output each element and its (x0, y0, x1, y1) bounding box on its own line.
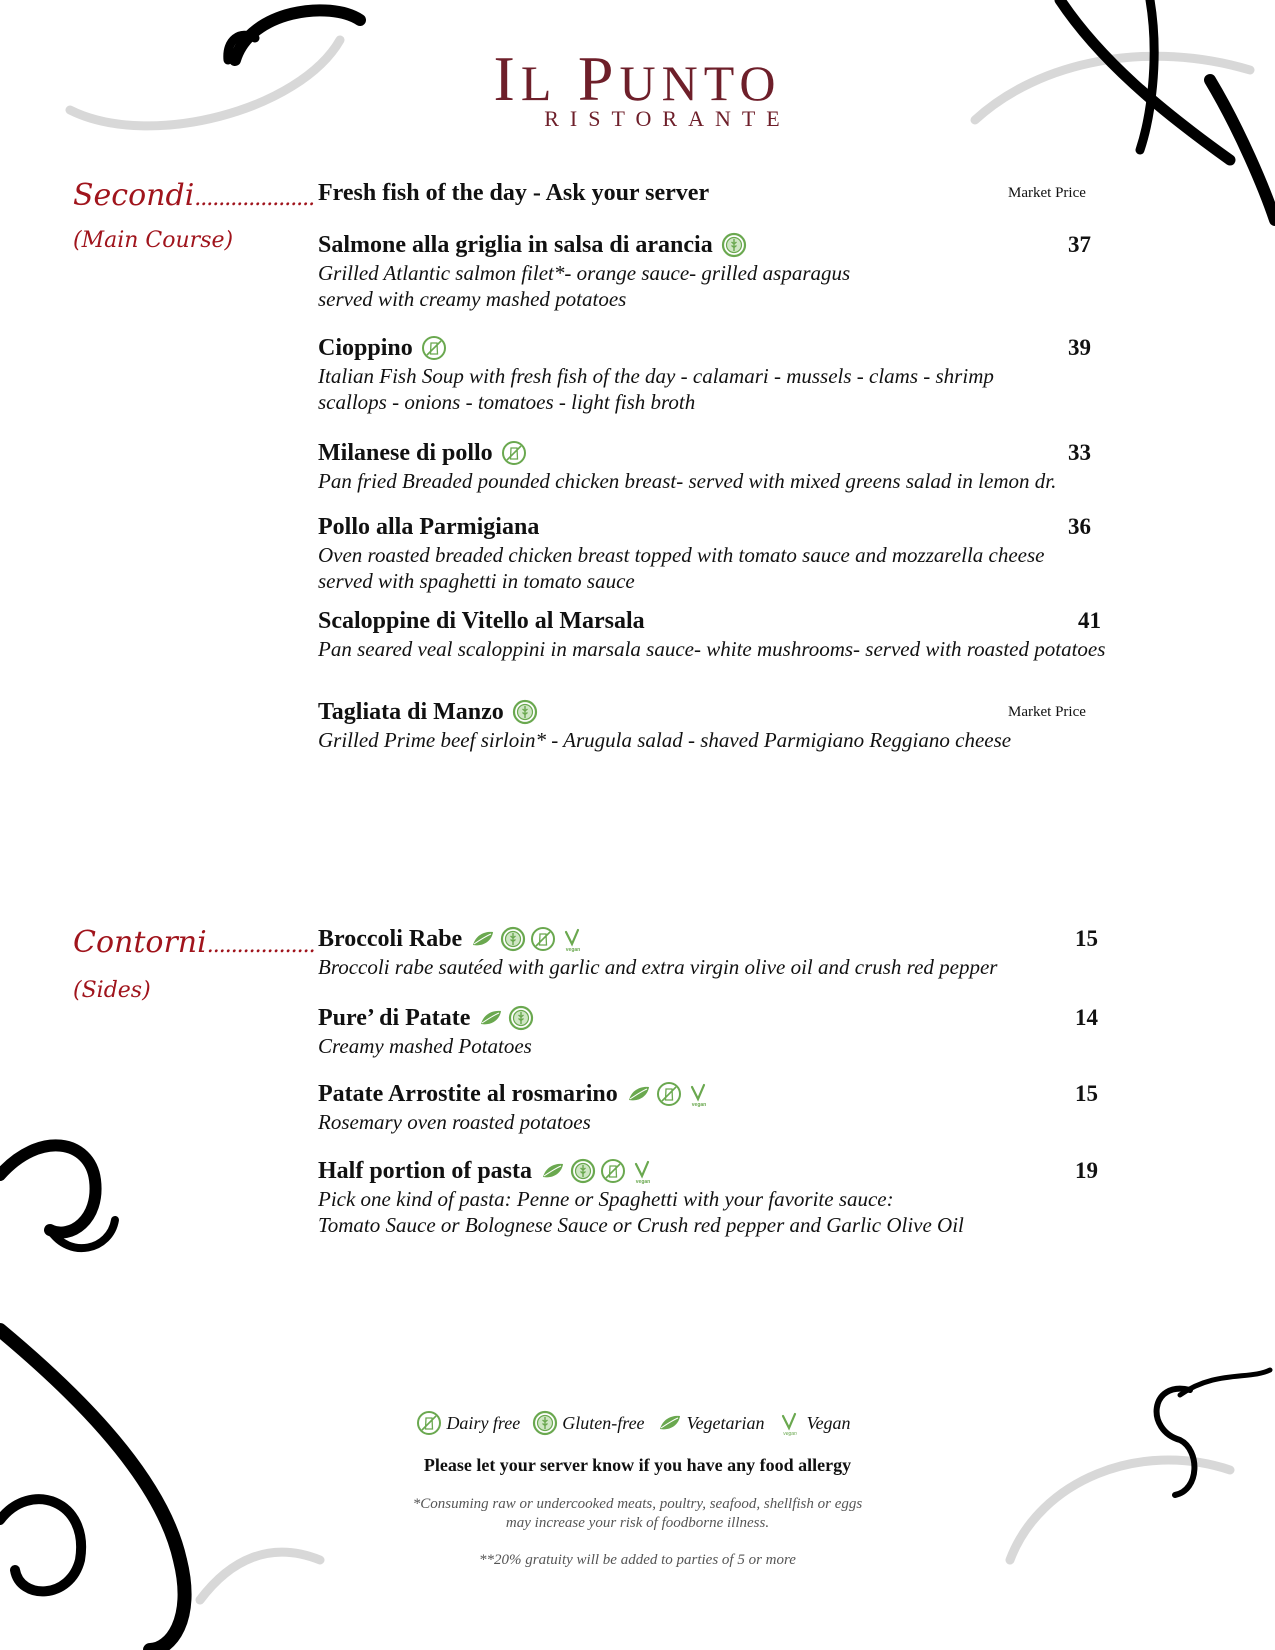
consumption-warning (0, 1495, 1275, 1533)
menu-item-name: Patate Arrostite al rosmarino (318, 1081, 618, 1107)
diet-icons (470, 926, 586, 952)
contorni-title (73, 925, 315, 960)
name-rest-2: UNTO (619, 55, 782, 111)
dairy-free-icon (501, 440, 527, 466)
menu-item-price: 36 (1068, 514, 1091, 539)
dairy-free-icon (530, 926, 556, 952)
menu-item-price: 15 (1075, 926, 1098, 951)
dairy-free-icon (600, 1158, 626, 1184)
vegan-icon (686, 1081, 712, 1107)
warning-line-2: may increase your risk of foodborne illness. (505, 1515, 770, 1531)
name-initial-1: I (493, 43, 521, 114)
menu-item-description: Pick one kind of pasta: Penne or Spaghetti with your favorite sauce: (318, 1187, 894, 1211)
menu-item-name-row (318, 1156, 656, 1186)
menu-item-description: Creamy mashed Potatoes (318, 1034, 532, 1058)
menu-item (318, 333, 1198, 415)
menu-item-description: Oven roasted breaded chicken breast topped with tomato sauce and mozzarella cheese (318, 543, 1045, 567)
menu-item-description: Tomato Sauce or Bolognese Sauce or Crush red pepper and Garlic Olive Oil (318, 1213, 964, 1237)
menu-item-price: Market Price (1008, 185, 1086, 201)
menu-item-price: 14 (1075, 1005, 1098, 1030)
restaurant-subtitle: RISTORANTE (544, 106, 791, 131)
diet-icons (540, 1158, 656, 1184)
menu-item-name-row (318, 438, 527, 468)
menu-item-name-row (318, 333, 447, 363)
gluten-free-icon (721, 232, 747, 258)
dairy-free-icon (656, 1081, 682, 1107)
diet-legend (0, 1410, 1275, 1436)
menu-item (318, 230, 1198, 312)
restaurant-name (0, 42, 1275, 116)
menu-item (318, 697, 1198, 753)
menu-item-price: Market Price (1008, 704, 1086, 720)
vegan-icon (560, 926, 586, 952)
menu-item (318, 1003, 1198, 1059)
gluten-free-icon (512, 699, 538, 725)
menu-item-description: Pan fried Breaded pounded chicken breast- served with mixed greens salad in lemon dr. (318, 469, 1057, 493)
legend-gluten-free-label: Gluten-free (562, 1412, 645, 1433)
legend-gluten-free (532, 1410, 644, 1436)
menu-item-name: Pollo alla Parmigiana (318, 514, 540, 540)
menu-item-price: 39 (1068, 335, 1091, 360)
gluten-free-icon (532, 1410, 558, 1436)
menu-item-name: Scaloppine di Vitello al Marsala (318, 608, 645, 634)
vegetarian-icon (540, 1158, 566, 1184)
menu-item (318, 1156, 1198, 1238)
menu-item-price: 15 (1075, 1081, 1098, 1106)
menu-item-price: 19 (1075, 1158, 1098, 1183)
menu-item-description: served with creamy mashed potatoes (318, 287, 627, 311)
menu-item-description: Pan seared veal scaloppini in marsala sauce- white mushrooms- served with roasted potatoes (318, 637, 1106, 661)
menu-item-name-row (318, 606, 645, 636)
menu-item-description: Italian Fish Soup with fresh fish of the day - calamari - mussels - clams - shrimp (318, 364, 994, 388)
diet-icons (501, 440, 527, 466)
menu-item (318, 1079, 1198, 1135)
legend-vegan (777, 1410, 851, 1436)
name-initial-2: P (577, 43, 620, 114)
menu-item-name-row (318, 178, 709, 208)
menu-item-description: Grilled Atlantic salmon filet*- orange sauce- grilled asparagus (318, 261, 851, 285)
diet-icons (512, 699, 538, 725)
vegan-icon (630, 1158, 656, 1184)
vegan-icon (777, 1410, 803, 1436)
legend-vegetarian (657, 1410, 765, 1436)
menu-item-price: 41 (1078, 608, 1101, 633)
menu-item-name-row (318, 697, 538, 727)
svg-text:vegan: vegan (691, 1102, 706, 1107)
dairy-free-icon (421, 335, 447, 361)
diet-icons (421, 335, 447, 361)
gratuity-notice: **20% gratuity will be added to parties of 5 or more (479, 1552, 796, 1568)
contorni-title-text: Contorni (73, 925, 207, 960)
menu-item-name: Cioppino (318, 335, 413, 361)
warning-line-1: *Consuming raw or undercooked meats, poultry, seafood, shellfish or eggs (412, 1496, 863, 1512)
vegetarian-icon (470, 926, 496, 952)
menu-item (318, 178, 1198, 208)
menu-item-name: Half portion of pasta (318, 1158, 533, 1184)
contorni-dots: .................. (206, 933, 315, 958)
menu-item-name-row (318, 512, 539, 542)
legend-dairy-free (416, 1410, 520, 1436)
menu-item-name: Pure’ di Patate (318, 1005, 471, 1031)
diet-icons (478, 1005, 534, 1031)
secondi-dots: .................... (194, 186, 315, 211)
menu-item-name: Milanese di pollo (318, 440, 493, 466)
legend-vegetarian-label: Vegetarian (686, 1412, 765, 1433)
svg-text:vegan: vegan (782, 1431, 797, 1436)
legend-dairy-free-label: Dairy free (446, 1412, 521, 1433)
menu-item-name: Fresh fish of the day - Ask your server (318, 180, 710, 206)
secondi-title-text: Secondi (73, 178, 195, 213)
gluten-free-icon (500, 926, 526, 952)
menu-item (318, 438, 1198, 494)
menu-item-price: 37 (1068, 232, 1091, 257)
secondi-subtitle: (Main Course) (73, 228, 234, 253)
vegetarian-icon (478, 1005, 504, 1031)
diet-icons (626, 1081, 712, 1107)
menu-item-name: Salmone alla griglia in salsa di arancia (318, 232, 713, 258)
menu-item-description: scallops - onions - tomatoes - light fish broth (318, 390, 696, 414)
menu-item-description: Broccoli rabe sautéed with garlic and extra virgin olive oil and crush red pepper (318, 955, 998, 979)
gluten-free-icon (570, 1158, 596, 1184)
svg-text:vegan: vegan (565, 947, 581, 952)
vegetarian-icon (657, 1410, 683, 1436)
menu-item-name-row (318, 230, 747, 260)
menu-item-description: Rosemary oven roasted potatoes (318, 1110, 591, 1134)
dairy-free-icon (416, 1410, 442, 1436)
vegetarian-icon (626, 1081, 652, 1107)
secondi-title (73, 178, 314, 213)
gluten-free-icon (508, 1005, 534, 1031)
menu-item-name-row (318, 1003, 534, 1033)
legend-vegan-label: Vegan (806, 1412, 851, 1433)
name-rest-1: L (520, 55, 558, 111)
menu-item-description: Grilled Prime beef sirloin* - Arugula salad - shaved Parmigiano Reggiano cheese (318, 728, 1012, 752)
allergy-notice: Please let your server know if you have any food allergy (423, 1455, 852, 1475)
menu-item-name-row (318, 1079, 712, 1109)
menu-item-name: Broccoli Rabe (318, 926, 463, 952)
menu-item (318, 512, 1198, 594)
diet-icons (721, 232, 747, 258)
menu-item (318, 924, 1198, 980)
menu-item-name-row (318, 924, 586, 954)
menu-item-description: served with spaghetti in tomato sauce (318, 569, 635, 593)
menu-item-name: Tagliata di Manzo (318, 699, 504, 725)
svg-text:vegan: vegan (635, 1179, 651, 1184)
contorni-subtitle: (Sides) (73, 978, 151, 1003)
menu-item (318, 606, 1198, 662)
menu-item-price: 33 (1068, 440, 1091, 465)
